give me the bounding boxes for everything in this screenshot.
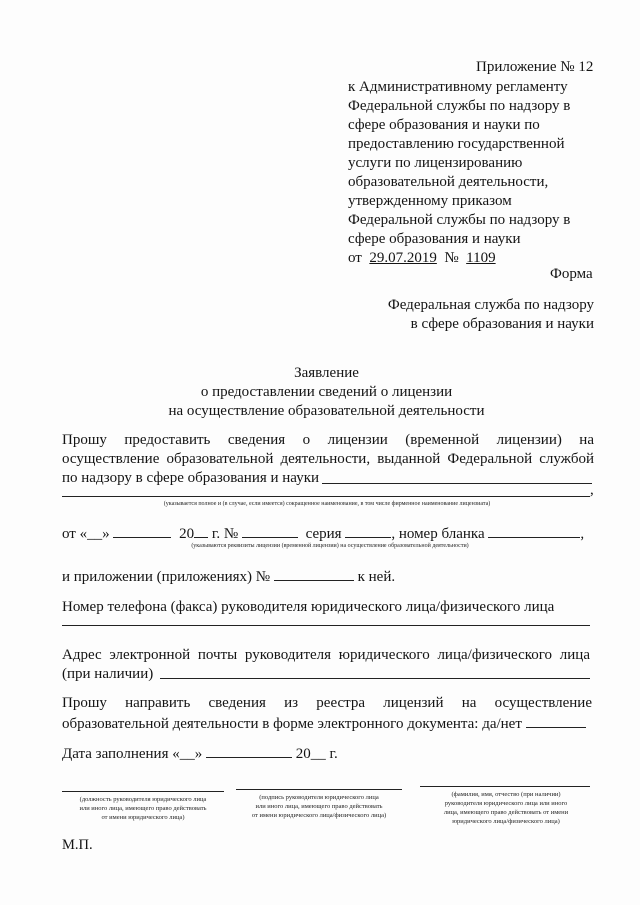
fill-year-label: 20__ г.	[295, 746, 338, 762]
regulation-line: Федеральной службы по надзору в	[348, 212, 571, 228]
phone-field[interactable]	[62, 625, 590, 626]
signature-line[interactable]	[236, 789, 402, 790]
regulation-line: сфере образования и науки по	[348, 117, 540, 133]
license-date-field[interactable]	[113, 523, 171, 538]
stamp-label: М.П.	[62, 837, 93, 853]
document-title	[60, 364, 593, 421]
phone-label: Номер телефона (факса) руководителя юридического лица/физического лица	[62, 599, 555, 615]
send-request-line-2	[62, 713, 586, 734]
send-request-text: образовательной деятельности в форме электронного документа: да/нет	[62, 716, 522, 732]
caption-line: (должность руководителя юридического лица	[79, 796, 207, 803]
caption-requisites: (указываются реквизиты лицензии (временной лицензии) на осуществление образовательной деятельности)	[191, 543, 469, 549]
regulation-line: образовательной деятельности,	[348, 174, 549, 190]
comma-2: ,	[580, 526, 585, 542]
appendices-number-field[interactable]	[274, 566, 354, 581]
recipient-line: в сфере образования и науки	[410, 316, 594, 332]
appendices-line	[62, 566, 395, 587]
email-field[interactable]	[160, 678, 590, 679]
year-label: 20	[179, 526, 195, 542]
requisites-line	[62, 523, 594, 544]
license-year-field[interactable]	[194, 523, 208, 538]
regulation-line: сфере образования и науки	[348, 231, 521, 247]
position-signature-line[interactable]	[62, 791, 224, 792]
title-line: Заявление	[294, 365, 359, 381]
caption-line: лица, имеющего право действовать от имени	[443, 809, 569, 816]
licensee-fill-line-2[interactable]	[62, 496, 590, 497]
appendices-suffix: к ней.	[357, 569, 396, 585]
request-line-1: Прошу предоставить сведения о лицензии (временной лицензии) на	[62, 432, 594, 448]
recipient-block	[380, 296, 594, 334]
license-number-field[interactable]	[242, 523, 298, 538]
license-series-field[interactable]	[345, 523, 391, 538]
appendix-title: Приложение № 12	[476, 59, 594, 75]
series-label: серия	[305, 526, 342, 542]
regulation-line: услуги по лицензированию	[348, 155, 523, 171]
caption-line: от имени юридического лица)	[101, 814, 185, 821]
regulation-line: предоставлению государственной	[348, 136, 565, 152]
title-line: о предоставлении сведений о лицензии	[200, 384, 453, 400]
order-number: 1109	[466, 250, 496, 266]
comma: ,	[590, 482, 594, 498]
send-request-line-1: Прошу направить сведения из реестра лицензий на осуществление	[62, 695, 592, 711]
title-line: на осуществление образовательной деятельности	[168, 403, 485, 419]
recipient-line: Федеральная служба по надзору	[387, 297, 594, 313]
regulation-line: Федеральной службы по надзору в	[348, 98, 571, 114]
regulation-reference	[348, 78, 598, 268]
caption-line: юридического лица/физического лица)	[452, 818, 560, 825]
order-date: 29.07.2019	[369, 250, 437, 266]
blank-number-label: , номер бланка	[391, 526, 485, 542]
email-label: Адрес электронной почты руководителя юридического лица/физического лица	[62, 647, 590, 663]
fill-date-line	[62, 743, 338, 764]
caption-position	[58, 795, 228, 822]
caption-licensee: (указывается полное и (в случае, если имеется) сокращенное наименование, в том числе фирменное наименование лицензиата)	[163, 501, 491, 507]
caption-line: (фамилия, имя, отчество (при наличии)	[451, 791, 561, 798]
order-number-label: №	[444, 250, 459, 266]
request-line-3	[62, 469, 594, 488]
full-name-signature-line[interactable]	[420, 786, 590, 787]
fill-date-field[interactable]	[206, 743, 292, 758]
request-line-2: осуществление образовательной деятельности, выданной Федеральной службой	[62, 451, 594, 467]
caption-line: от имени юридического лица/физического лица)	[251, 812, 387, 819]
regulation-line: к Административному регламенту	[348, 79, 568, 95]
caption-line: или иного лица, имеющего право действовать	[255, 803, 383, 810]
email-label-2: (при наличии)	[62, 666, 154, 682]
fill-date-label: Дата заполнения «__»	[62, 746, 203, 762]
number-label: г. №	[211, 526, 239, 542]
licensee-fill-line-1[interactable]	[322, 483, 592, 484]
form-label: Форма	[550, 266, 593, 282]
order-prefix: от	[348, 250, 362, 266]
yes-no-field[interactable]	[526, 713, 586, 728]
caption-line: или иного лица, имеющего право действовать	[79, 805, 207, 812]
caption-line: (подпись руководителя юридического лица	[259, 794, 379, 801]
caption-line: руководителя юридического лица или иного	[444, 800, 568, 807]
caption-full-name	[418, 790, 594, 826]
caption-signature	[232, 793, 406, 820]
date-from-label: от «__»	[62, 526, 110, 542]
regulation-line: утвержденному приказом	[348, 193, 512, 209]
blank-number-field[interactable]	[488, 523, 580, 538]
request-line-3-text: по надзору в сфере образования и науки	[62, 470, 320, 486]
appendices-prefix: и приложении (приложениях) №	[62, 569, 271, 585]
